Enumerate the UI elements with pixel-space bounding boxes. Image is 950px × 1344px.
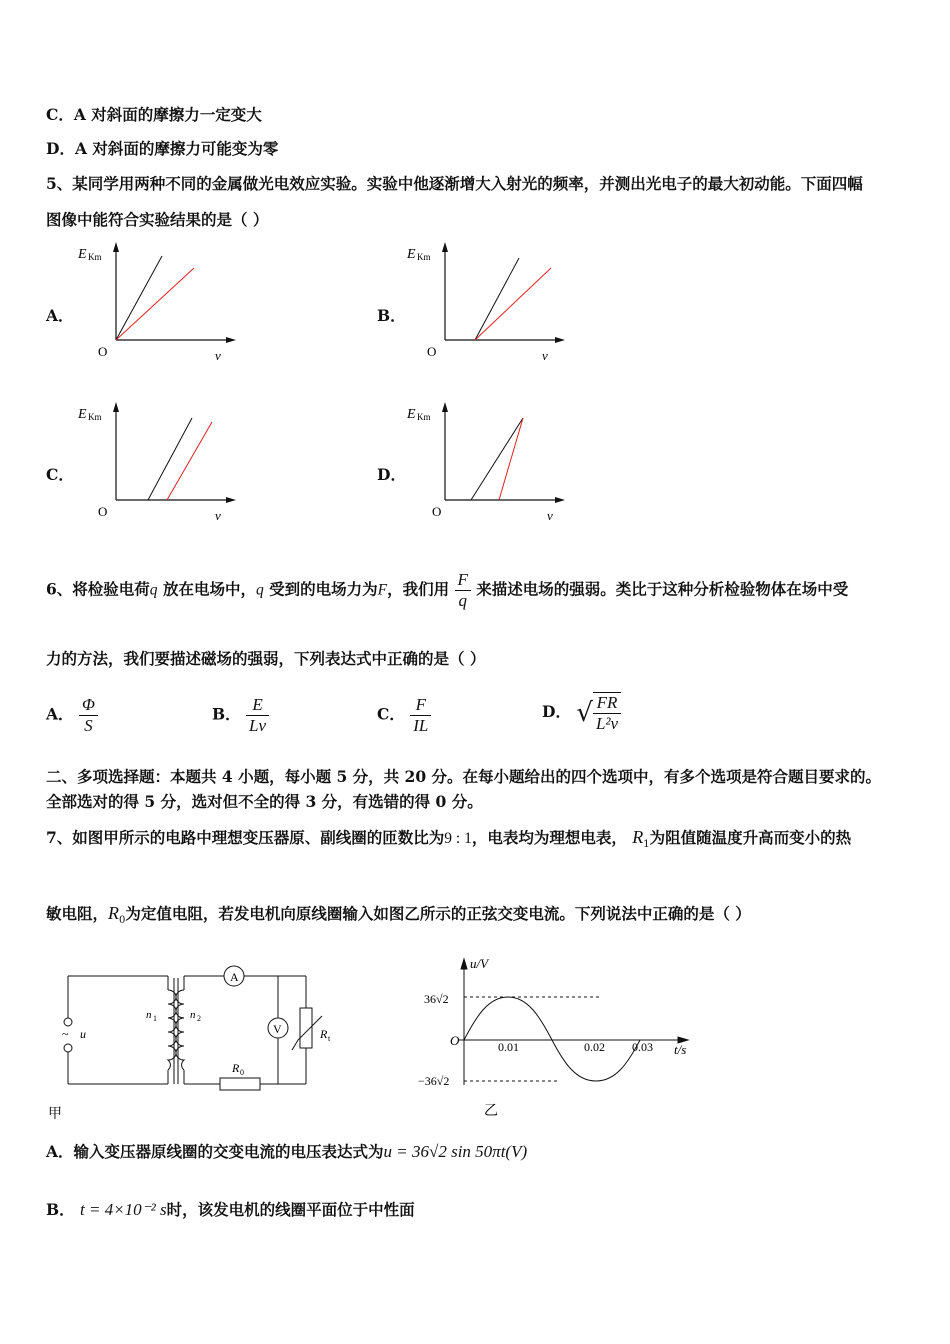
q7-circuit-diagram xyxy=(46,960,331,1130)
q7-option-a: A．输入变压器原线圈的交变电流的电压表达式为u = 36√2 sin 50πt(V) xyxy=(46,1142,528,1161)
svg-text:n: n xyxy=(146,1009,152,1021)
q5-option-b-label: B． xyxy=(377,306,406,325)
waveform-caption: 乙 xyxy=(484,1104,498,1119)
q7-stem-line1: 7、如图甲所示的电路中理想变压器原、副线圈的匝数比为9 : 1，电表均为理想电表， $R_1$为阻值随温度升高而变小的热 xyxy=(46,827,852,851)
svg-text:O: O xyxy=(450,1033,460,1048)
svg-text:~: ~ xyxy=(62,1027,69,1041)
y-axis-subscript: Km xyxy=(88,252,102,262)
x-axis-label: ν xyxy=(215,508,221,523)
q5-graph-a xyxy=(70,238,240,368)
q5-graph-d xyxy=(399,398,569,528)
q7-option-b: B． t = 4×10⁻² s时，该发电机的线圈平面位于中性面 xyxy=(46,1200,415,1219)
circuit-caption: 甲 xyxy=(48,1107,62,1122)
svg-text:36√2: 36√2 xyxy=(424,992,449,1006)
svg-text:R: R xyxy=(232,1061,240,1075)
q4-option-d: D．A 对斜面的摩擦力可能变为零 xyxy=(46,139,279,158)
origin-label: O xyxy=(432,504,442,519)
section2-heading-line1: 二、多项选择题：本题共 4 小题，每小题 5 分，共 20 分。在每小题给出的四个选项中，有多个选项是符合题目要求的。 xyxy=(46,767,882,786)
svg-text:1: 1 xyxy=(153,1014,157,1023)
q5-option-d-label: D． xyxy=(377,465,406,484)
svg-text:2: 2 xyxy=(197,1014,201,1023)
y-axis-subscript: Km xyxy=(417,412,431,422)
origin-label: O xyxy=(427,344,437,359)
q6-stem-line1: 6、将检验电荷q 放在电场中，q 受到的电场力为F，我们用 $\frac{F}{q}$ 来描述电场的强弱。类比于这种分析检验物体在场中受 xyxy=(46,570,849,610)
origin-label: O xyxy=(98,504,108,519)
y-axis-label: E xyxy=(407,247,416,262)
section2-heading-line2: 全部选对的得 5 分，选对但不全的得 3 分，有选错的得 0 分。 xyxy=(46,792,483,811)
x-axis-label: ν xyxy=(215,348,221,363)
q7-stem-line2: 敏电阻，$R_0$为定值电阻，若发电机向原线圈输入如图乙所示的正弦交变电流。下列说法中正确的是（ ） xyxy=(46,903,751,927)
q5-option-a-label: A． xyxy=(46,306,74,325)
q7-voltage-waveform xyxy=(410,955,700,1125)
fraction-f-over-q: $\frac{F}{q}$ xyxy=(455,570,471,611)
y-axis-label: E xyxy=(78,407,87,422)
voltmeter-label: V xyxy=(273,1022,282,1036)
svg-text:t/s: t/s xyxy=(674,1042,687,1057)
svg-text:−36√2: −36√2 xyxy=(418,1074,450,1088)
svg-text:0: 0 xyxy=(240,1068,244,1077)
q6-option-a: A． $\frac{\Phi}{S}$ xyxy=(46,695,98,736)
x-axis-label: ν xyxy=(542,348,548,363)
q5-option-c-label: C． xyxy=(46,465,74,484)
svg-text:u: u xyxy=(80,1027,86,1041)
y-axis-label: E xyxy=(407,407,416,422)
q5-stem-line2: 图像中能符合实验结果的是（ ） xyxy=(46,210,269,229)
origin-label: O xyxy=(98,344,108,359)
svg-text:t: t xyxy=(328,1034,331,1043)
q4-option-c: C．A 对斜面的摩擦力一定变大 xyxy=(46,105,262,124)
x-axis-label: ν xyxy=(547,508,553,523)
y-axis-subscript: Km xyxy=(417,252,431,262)
q6-option-d: D． √ $\frac{FR}{\text{L²v}}$ xyxy=(542,692,621,734)
svg-text:0.01: 0.01 xyxy=(498,1040,519,1054)
svg-text:R: R xyxy=(320,1027,328,1041)
q5-graph-c xyxy=(70,398,240,528)
y-axis-subscript: Km xyxy=(88,412,102,422)
svg-text:u/V: u/V xyxy=(470,956,489,971)
svg-text:0.03: 0.03 xyxy=(632,1040,653,1054)
q6-stem-line2: 力的方法，我们要描述磁场的强弱，下列表达式中正确的是（ ） xyxy=(46,649,486,668)
q5-graph-b xyxy=(399,238,569,368)
svg-text:0.02: 0.02 xyxy=(584,1040,605,1054)
q5-stem-line1: 5、某同学用两种不同的金属做光电效应实验。实验中他逐渐增大入射光的频率，并测出光电子的最大初动能。下面四幅 xyxy=(46,174,863,193)
q6-option-c: C． $\frac{F}{IL}$ xyxy=(377,695,431,736)
ammeter-label: A xyxy=(230,970,239,984)
y-axis-label: E xyxy=(78,247,87,262)
svg-text:n: n xyxy=(190,1009,196,1021)
q6-option-b: B． $\frac{E}{Lv}$ xyxy=(212,695,269,736)
